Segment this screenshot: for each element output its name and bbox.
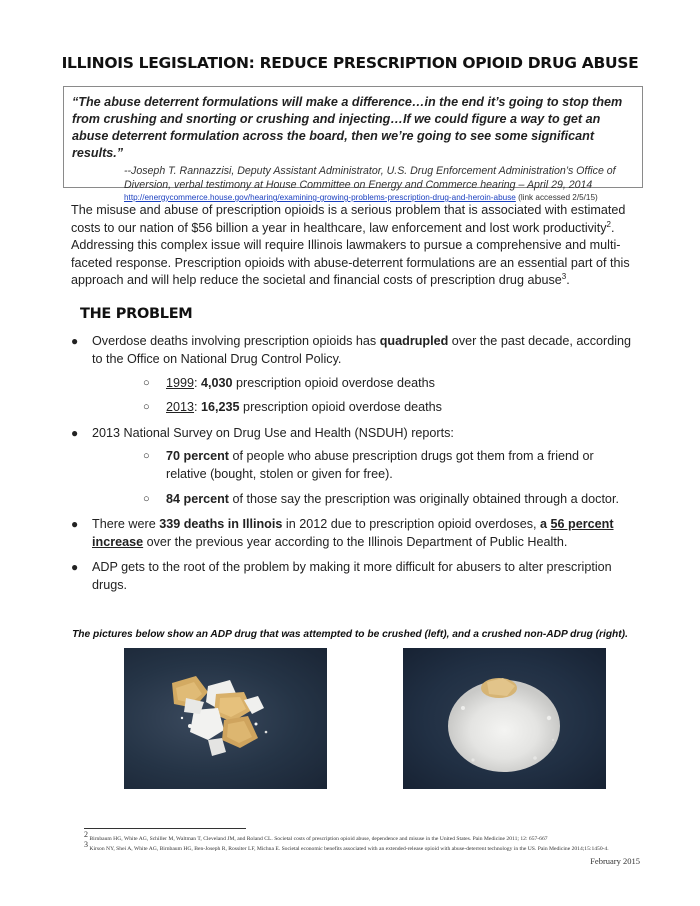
bullet-icon: ● (71, 334, 79, 348)
footnote-ref-2: 2 (606, 219, 611, 229)
bullet-text: ADP gets to the root of the problem by making it more difficult for abusers to alter prescription drugs. (92, 560, 612, 592)
non-adp-drug-photo (403, 648, 606, 789)
bullet-icon: ● (71, 517, 79, 531)
section-heading: THE PROBLEM (80, 306, 193, 322)
bullet-bold: a (540, 517, 551, 531)
bullet-bold: quadrupled (379, 334, 449, 348)
quote-attribution: --Joseph T. Rannazzisi, Deputy Assistant Administrator, U.S. Drug Enforcement Administration’s Office of Diversion, verbal testimony at House Committee on Energy and Commerce hearing – April 29, 2014 (124, 165, 616, 191)
bullet-text: over the past decade, according to the Office on National Drug Control Policy. (92, 334, 632, 366)
bullet-text: There were (92, 517, 160, 531)
adp-drug-photo (124, 648, 327, 789)
crushed-non-adp-powder-illustration (403, 648, 606, 789)
year-label: 2013 (166, 400, 195, 414)
circle-bullet-icon: ○ (143, 450, 150, 462)
subbullet-2013 (143, 398, 636, 416)
intro-text-2: . Addressing this complex issue will require Illinois lawmakers to pursue a comprehensive and multi-faceted response. Prescription opioids with abuse-deterrent formulations are an essential part of this approach and will help reduce the societal and financial costs of prescription drug abuse (71, 220, 630, 288)
document-date: February 2015 (590, 856, 640, 866)
footnote-2 (84, 830, 644, 842)
quote-box (63, 86, 643, 202)
bullet-text: Overdose deaths involving prescription opioids has (92, 334, 380, 348)
footnote-ref-3: 3 (561, 272, 567, 282)
separator: : (194, 376, 202, 390)
intro-text-1: The misuse and abuse of prescription opioids is a serious problem that is associated with estimated costs to our nation of $56 billion a year in healthcare, law enforcement and lost work productivity (71, 203, 626, 235)
footnote-3 (84, 840, 644, 852)
subbullet-text: prescription opioid overdose deaths (239, 400, 442, 414)
percent-value: 70 percent (166, 449, 229, 463)
death-count: 4,030 (201, 376, 233, 390)
footnote-divider (84, 828, 246, 829)
footnote-number: 3 (84, 840, 88, 849)
intro-text-3: . (566, 273, 570, 288)
subbullet-text: of those say the prescription was originally obtained through a doctor. (229, 492, 619, 506)
intro-paragraph (71, 202, 637, 290)
bullet-nsduh (71, 424, 637, 442)
crushed-adp-tablet-illustration (124, 648, 327, 789)
percent-value: 84 percent (166, 492, 229, 506)
subbullet-1999 (143, 374, 636, 392)
death-count: 16,235 (201, 400, 240, 414)
bullet-adp (71, 558, 637, 594)
bullet-icon: ● (71, 426, 79, 440)
bullet-illinois-deaths (71, 515, 637, 551)
subbullet-70-percent (143, 447, 636, 483)
subbullet-84-percent (143, 490, 636, 508)
circle-bullet-icon: ○ (143, 401, 150, 413)
subbullet-text: of people who abuse prescription drugs got them from a friend or relative (bought, stolen or given for free). (166, 449, 594, 481)
footnote-number: 2 (84, 830, 88, 839)
percent-increase: 56 percent increase (92, 517, 614, 549)
page-title: ILLINOIS LEGISLATION: REDUCE PRESCRIPTION OPIOID DRUG ABUSE (61, 54, 639, 72)
bullet-text: over the previous year according to the Illinois Department of Public Health. (143, 535, 568, 549)
circle-bullet-icon: ○ (143, 493, 150, 505)
footnote-text: Kirson NY, Shei A, White AG, Birnbaum HG, Ben-Joseph R, Rossiter LF, Michna E. Societal economic benefits associated with an extended-release opioid with abuse-deterrent technology in the US. Pain Medicine 2014;15:1450-4. (88, 845, 609, 852)
circle-bullet-icon: ○ (143, 377, 150, 389)
hearing-link[interactable]: http://energycommerce.house.gov/hearing/examining-growing-problems-prescription-drug-and-heroin-abuse (124, 193, 516, 202)
bullet-bold: 339 deaths in Illinois (159, 517, 283, 531)
year-label: 1999 (166, 376, 195, 390)
quote-text: “The abuse deterrent formulations will make a difference…in the end it’s going to stop them from crushing and snorting or crushing and injecting…If we could figure a way to get an abuse deterrent formulation across the board, then we’re going to see some significant results.” (72, 95, 623, 160)
bullet-text: 2013 National Survey on Drug Use and Health (NSDUH) reports: (92, 426, 454, 440)
link-accessed-note: (link accessed 2/5/15) (515, 193, 598, 202)
subbullet-text: prescription opioid overdose deaths (232, 376, 435, 390)
bullet-overdose-deaths (71, 332, 637, 368)
separator: : (194, 400, 202, 414)
footnote-text: Birnbaum HG, White AG, Schiller M, Waltman T, Cleveland JM, and Roland CL. Societal costs of prescription opioid abuse, dependence and misuse in the United States. Pain Medicine 2011; 12: 657-667 (88, 835, 548, 842)
bullet-text: in 2012 due to prescription opioid overdoses, (282, 517, 541, 531)
photo-caption: The pictures below show an ADP drug that was attempted to be crushed (left), and a crushed non-ADP drug (right). (72, 629, 628, 640)
bullet-icon: ● (71, 560, 79, 574)
